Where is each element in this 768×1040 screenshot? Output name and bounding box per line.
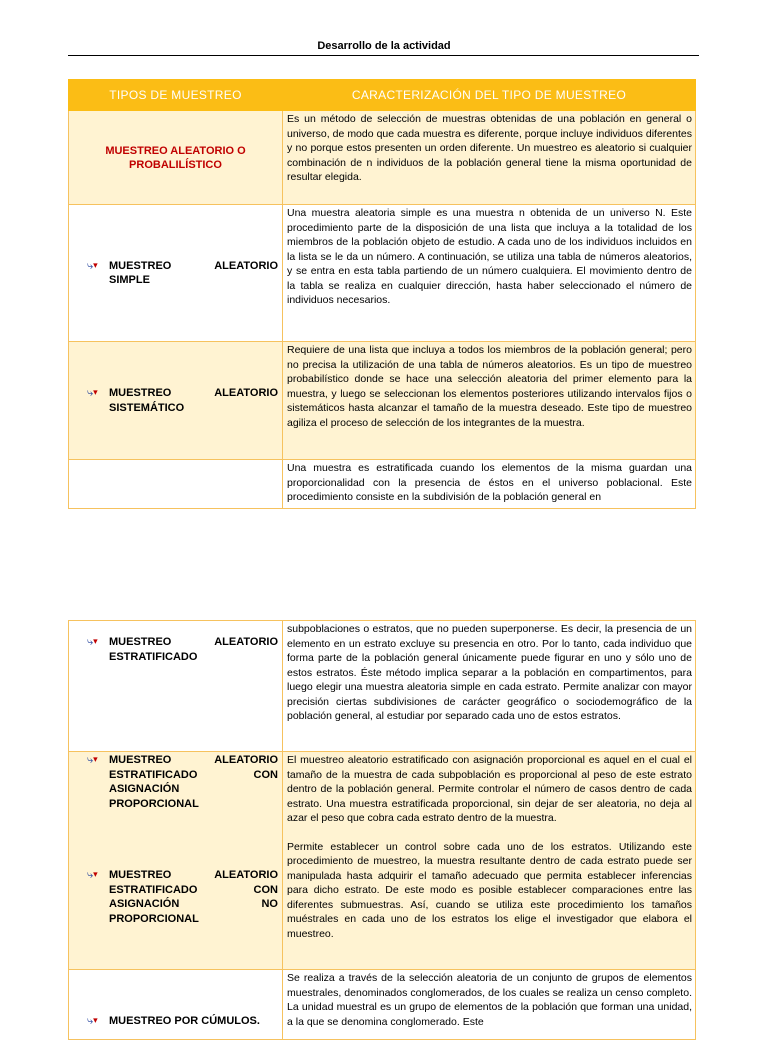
arrow-bullet-icon: ⤷▾ — [87, 869, 98, 881]
sampling-types-table-page-1 — [68, 79, 696, 509]
description-cell — [283, 752, 696, 970]
table-row — [69, 460, 696, 509]
description-paragraph: Permite establecer un control sobre cada uno de los estratos. Utilizando este procedimiento de muestreo, la muestra resultante dentro de cada estrato puede ser manipulada hasta adquirir el tamaño adecuado que permita establecer inferencias para dicho estrato. De este modo es posible establecer comparaciones entre las diferentes submuestras. Así, cuando se utiliza este procedimiento los tamaños muéstrales en cada uno de los estratos los elige el investigador que elabora el muestreo. — [287, 840, 692, 940]
description-cell: Una muestra aleatoria simple es una muestra n obtenida de un universo N. Este procedimiento parte de la disposición de una lista que incluya a la totalidad de los miembros de la población objeto de estudio. A cada uno de los individuos incluidos en la lista se le da un número. A continuación, se utiliza una tabla de números aleatorios, y se entra en esta tabla partiendo de un número cualquiera. El movimiento dentro de la tabla se realiza en cualquier dirección, hasta haber seleccionado el número de individuos necesarios. — [283, 205, 696, 342]
type-label-line: ESTRATIFICADO CON — [109, 883, 278, 896]
type-cell — [69, 752, 283, 970]
table-row — [69, 621, 696, 752]
type-label-line: PROPORCIONAL — [109, 912, 199, 925]
description-paragraph: El muestreo aleatorio estratificado con asignación proporcional es aquel en el cual el tamaño de la muestra de cada subpoblación es proporcional al peso de este estrato dentro de la población general. Permite controlar el número de casos dentro de cada estrato. Una muestra estratificada proporcional, sin dejar de ser aleatoria, no deja al azar el peso que cobra cada estrato dentro de la muestra. — [287, 754, 692, 824]
type-label-random-probabilistic: MUESTREO ALEATORIO O PROBALILÍSTICO — [105, 144, 246, 171]
type-cell — [69, 205, 283, 342]
arrow-bullet-icon: ⤷▾ — [87, 1015, 98, 1027]
column-header-types: TIPOS DE MUESTREO — [69, 80, 283, 111]
type-label-line: MUESTREO ALEATORIO — [109, 754, 278, 766]
arrow-bullet-icon: ⤷▾ — [87, 387, 98, 399]
type-label-cluster: MUESTREO POR CÚMULOS. — [109, 1015, 260, 1027]
type-item — [73, 753, 278, 811]
description-cell: Se realiza a través de la selección aleatoria de un conjunto de grupos de elementos muestrales, denominados conglomerados, de los cuales se realiza un censo completo. La unidad muestral es un grupo de elementos de la población que forman una unidad, a la que se denomina conglomerado. Este — [283, 970, 696, 1040]
type-label-line: ESTRATIFICADO — [109, 650, 198, 663]
type-label-line: MUESTREO ALEATORIO — [109, 636, 278, 648]
type-label-line: PROPORCIONAL — [109, 797, 199, 810]
type-label-line: MUESTREO ALEATORIO — [109, 869, 278, 881]
type-cell — [69, 342, 283, 460]
type-cell — [69, 111, 283, 205]
type-label-line: SISTEMÁTICO — [109, 401, 185, 414]
description-cell: subpoblaciones o estratos, que no pueden superponerse. Es decir, la presencia de un elemento en un estrato excluye su presencia en otro. Por lo tanto, cada individuo que forma parte de la población general únicamente puede figurar en uno y sólo uno de estos estratos. Éste método implica separar a la población en compartimentos, para luego elegir una muestra aleatoria simple en cada estrato. Permite analizar con mayor precisión ciertas subdivisiones de carácter geográfico o sociodemográfico de la población general, al estudiar por separado cada uno de estos estratos. — [283, 621, 696, 752]
arrow-bullet-icon: ⤷▾ — [87, 754, 98, 766]
type-cell — [69, 621, 283, 752]
column-header-characterization: CARACTERIZACIÓN DEL TIPO DE MUESTREO — [283, 80, 696, 111]
header-rule — [68, 55, 699, 56]
type-label-line: ASIGNACIÓN — [109, 783, 180, 795]
table-row — [69, 970, 696, 1040]
table-row — [69, 342, 696, 460]
type-label-line: ASIGNACIÓN NO — [109, 898, 278, 910]
description-cell: Una muestra es estratificada cuando los elementos de la misma guardan una proporcionalidad con la presencia de éstos en el universo poblacional. Este procedimiento consiste en la subdivisión de la población general en — [283, 460, 696, 509]
arrow-bullet-icon: ⤷▾ — [87, 259, 98, 272]
type-item — [73, 386, 278, 415]
description-cell: Requiere de una lista que incluya a todos los miembros de la población general; pero no precisa la utilización de una tabla de números aleatorios. Es un tipo de muestreo probabilístico donde se hace una selección aleatoria del primer elemento para la muestra, y luego se seleccionan los elementos posteriores utilizando intervalos fijos o sistemáticos hasta alcanzar el tamaño de la muestra deseado. Este tipo de muestreo agiliza el proceso de selección de los integrantes de la muestra. — [283, 342, 696, 460]
type-item — [73, 635, 278, 664]
table-header-row — [69, 80, 696, 111]
description-cell: Es un método de selección de muestras obtenidas de una población en general o universo, de modo que cada muestra es diferente, porque incluye individuos diferentes y no porque estos presenten un orden diferente. Un muestreo es aleatorio si cualquier combinación de n individuos de la población general tiene la misma oportunidad de resultar elegida. — [283, 111, 696, 205]
type-label-line: MUESTREO ALEATORIO — [109, 387, 278, 399]
table-row — [69, 205, 696, 342]
document-header-title: Desarrollo de la actividad — [317, 40, 451, 52]
type-label-line: SIMPLE — [109, 274, 150, 286]
type-item — [73, 259, 278, 288]
table-row — [69, 111, 696, 205]
type-label-line: ESTRATIFICADO CON — [109, 768, 278, 781]
type-item — [73, 868, 278, 926]
arrow-bullet-icon: ⤷▾ — [87, 636, 98, 648]
type-cell — [69, 460, 283, 509]
table-row — [69, 752, 696, 970]
sampling-types-table-page-2 — [68, 620, 696, 1040]
type-cell — [69, 970, 283, 1040]
type-item — [73, 1014, 278, 1029]
type-label-line: MUESTREO ALEATORIO — [109, 259, 278, 272]
